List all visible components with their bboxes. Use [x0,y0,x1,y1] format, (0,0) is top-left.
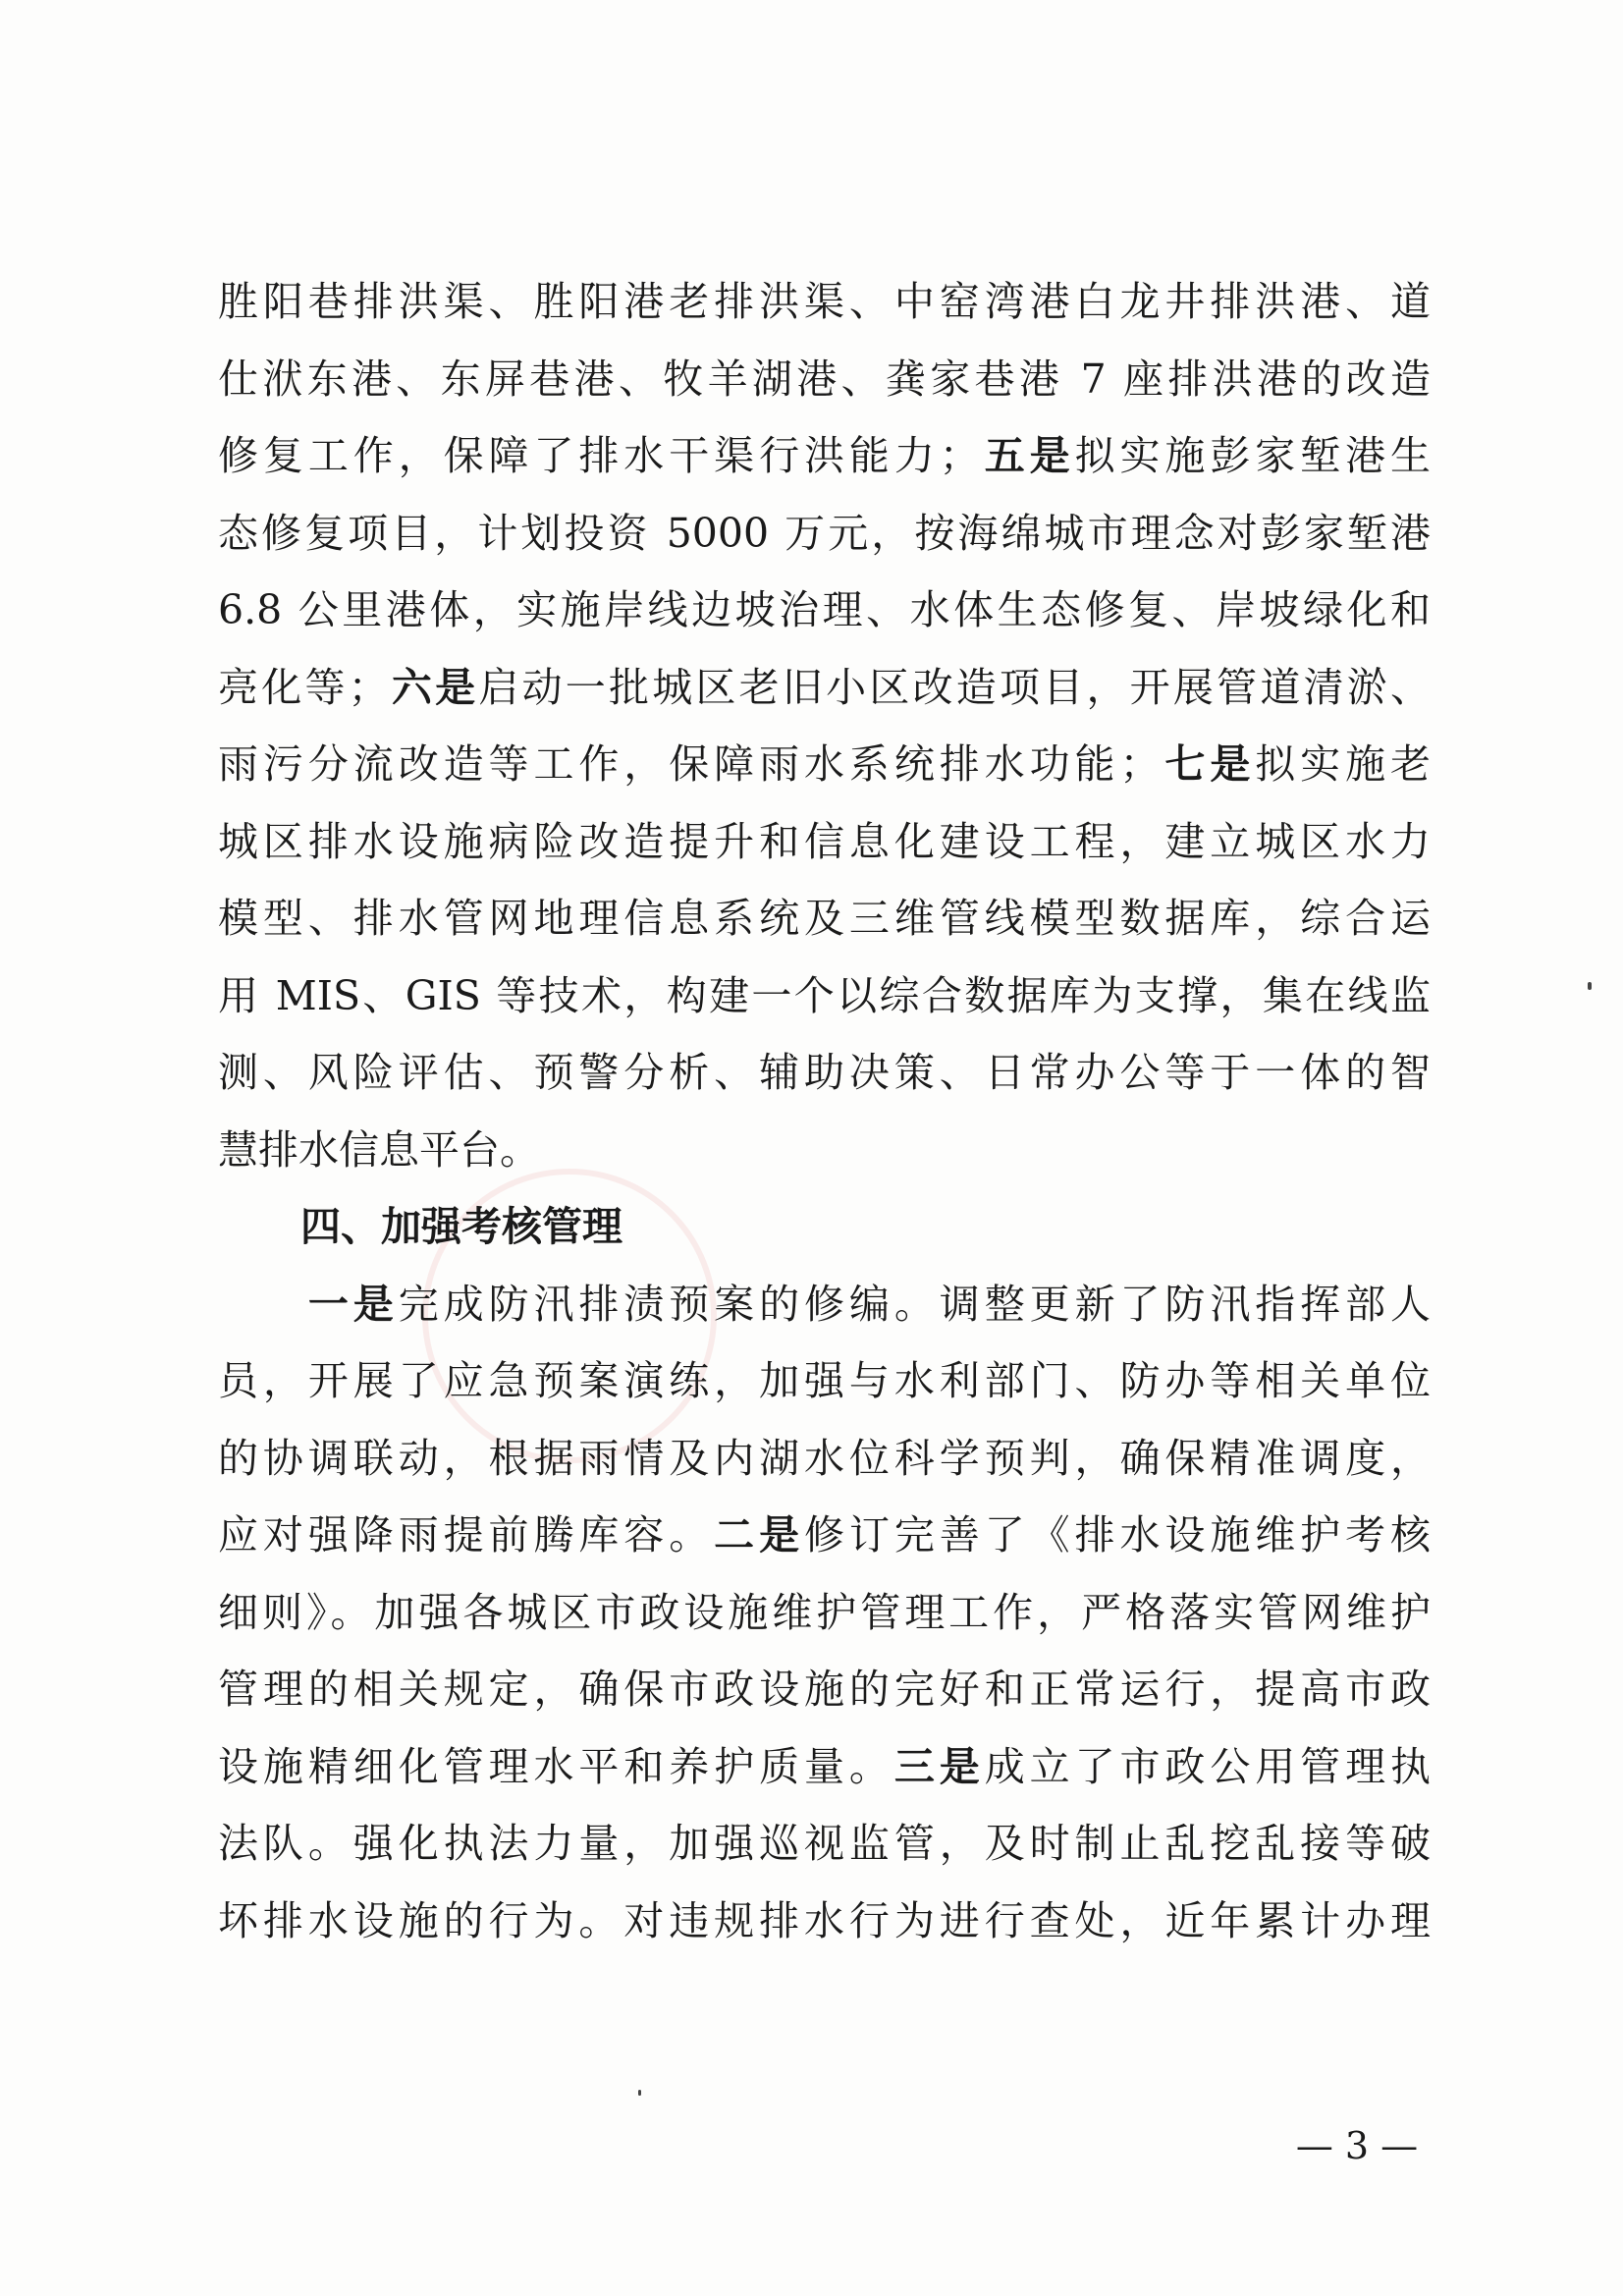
scan-speck [638,2090,641,2096]
text-line [218,263,1431,341]
text-segment: 的协调联动，根据雨情及内湖水位科学预判，确保精准调度， [218,1434,1431,1482]
text-segment: 6.8 公里港体，实施岸线边坡治理、水体生态修复、岸坡绿化和 [218,586,1431,633]
text-segment: 设施精细化管理水平和养护质量。 [218,1742,894,1790]
text-line [218,1883,1431,1960]
document-body [218,263,1431,1959]
bold-ordinal: 三是 [893,1742,985,1790]
text-line [218,572,1431,649]
bold-ordinal: 六是 [388,663,479,711]
text-segment: 城区排水设施病险改造提升和信息化建设工程，建立城区水力 [218,817,1431,865]
text-segment: 修订完善了《排水设施维护考核 [804,1511,1432,1558]
text-line [218,1420,1431,1498]
text-segment: 完成防汛排渍预案的修编。调整更新了防汛指挥部人 [398,1280,1432,1328]
text-segment: 慧排水信息平台。 [218,1125,540,1174]
text-line [218,417,1431,495]
text-line [218,341,1431,418]
text-segment: 拟实施老 [1255,740,1432,788]
text-line [218,1728,1431,1806]
bold-ordinal: 七是 [1160,740,1256,788]
text-line [218,803,1431,881]
text-segment: 拟实施彭家堑港生 [1074,432,1432,479]
text-segment [218,1281,308,1328]
page-number: — 3 — [1295,2124,1419,2167]
text-segment: 法队。强化执法力量，加强巡视监管，及时制止乱挖乱接等破 [218,1820,1431,1867]
text-line [218,1266,1431,1343]
text-line [218,880,1431,957]
text-line [218,1651,1431,1728]
text-line [218,726,1431,803]
text-segment: 启动一批城区老旧小区改造项目，开展管道清淤、 [478,663,1432,711]
text-line [218,1342,1431,1420]
text-line [218,495,1431,573]
text-line [218,1112,1431,1189]
text-segment: 胜阳巷排洪渠、胜阳港老排洪渠、中窑湾港白龙井排洪港、道 [218,278,1431,325]
bold-ordinal: 一是 [307,1280,399,1328]
text-line [218,1497,1431,1574]
text-line [218,649,1431,727]
text-segment: 员，开展了应急预案演练，加强与水利部门、防办等相关单位 [218,1357,1431,1404]
text-segment: 测、风险评估、预警分析、辅助决策、日常办公等于一体的智 [218,1049,1431,1096]
bold-ordinal: 二是 [714,1511,805,1558]
text-segment: 模型、排水管网地理信息系统及三维管线模型数据库，综合运 [218,895,1431,942]
text-segment: 管理的相关规定，确保市政设施的完好和正常运行，提高市政 [218,1666,1431,1713]
text-segment: 修复工作，保障了排水干渠行洪能力； [218,432,980,479]
text-segment: 仕洑东港、东屏巷港、牧羊湖港、龚家巷港 7 座排洪港的改造 [218,355,1431,403]
text-line [218,1574,1431,1652]
text-line [218,1805,1431,1883]
section-heading: 四、加强考核管理 [300,1203,622,1250]
text-segment: 用 MIS、GIS 等技术，构建一个以综合数据库为支撑，集在线监 [218,971,1431,1019]
text-line [218,1034,1431,1112]
bold-ordinal: 五是 [979,432,1075,479]
text-segment: 坏排水设施的行为。对违规排水行为进行查处，近年累计办理 [218,1896,1431,1944]
text-segment: 亮化等； [218,663,389,711]
text-segment: 雨污分流改造等工作，保障雨水系统排水功能； [218,740,1161,788]
text-segment: 成立了市政公用管理执 [984,1742,1432,1790]
text-segment: 态修复项目，计划投资 5000 万元，按海绵城市理念对彭家堑港 [218,509,1431,557]
scan-speck [1588,982,1592,990]
text-segment: 细则》。加强各城区市政设施维护管理工作，严格落实管网维护 [218,1588,1431,1636]
text-line [218,957,1431,1035]
text-segment: 应对强降雨提前腾库容。 [218,1511,715,1558]
